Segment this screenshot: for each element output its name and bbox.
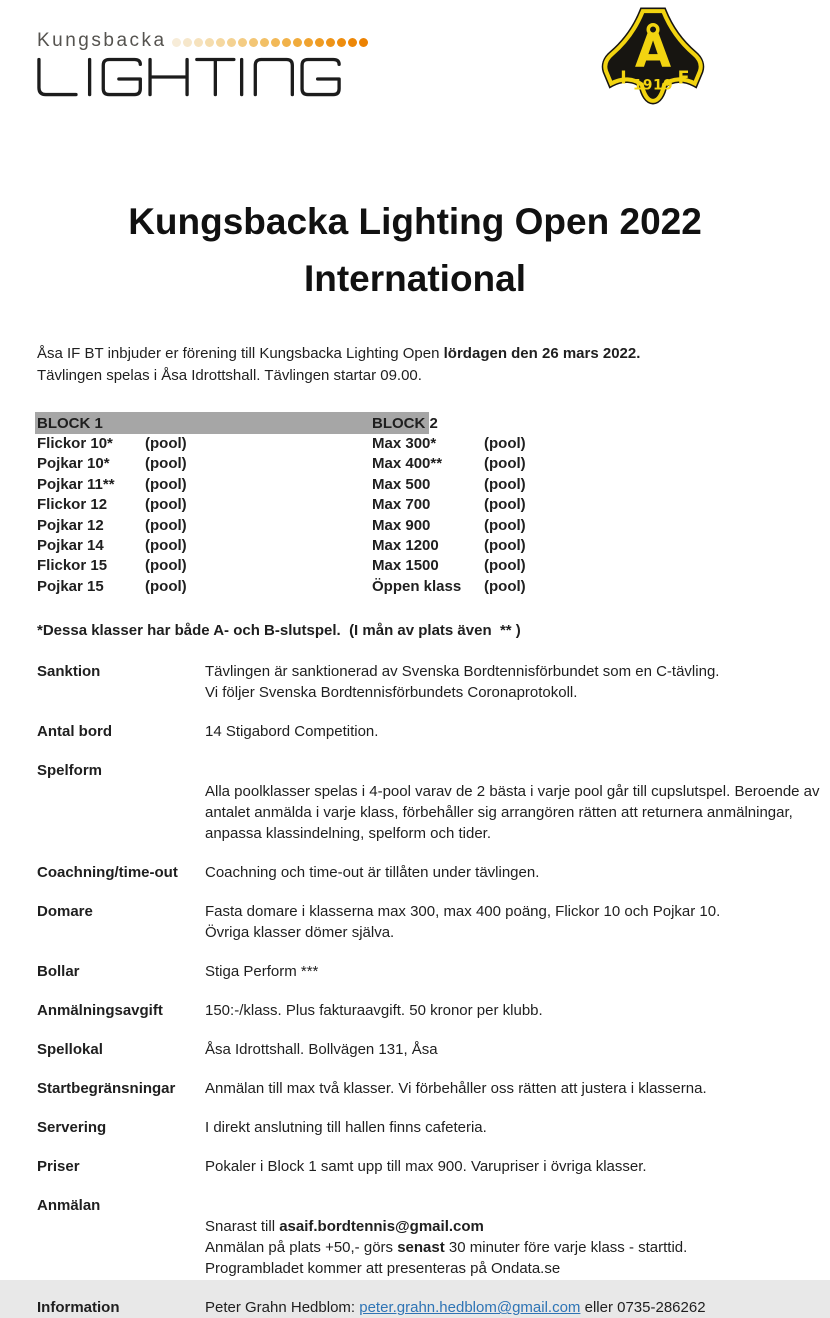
info-section (37, 1195, 830, 1279)
section-value (205, 1195, 830, 1279)
logo-dot (194, 38, 203, 47)
logo-dot (326, 38, 335, 47)
logo-dot (337, 38, 346, 47)
section-value-line (205, 1297, 820, 1318)
section-label: Domare (37, 903, 93, 921)
badge-letter-a: Å (634, 24, 672, 80)
logo-dot (216, 38, 225, 47)
class-name-cell: Pojkar 14 (37, 536, 104, 554)
section-value-line (205, 781, 820, 844)
logo-dot (238, 38, 247, 47)
info-section (37, 661, 830, 703)
section-value (205, 901, 830, 943)
logo-dot (260, 38, 269, 47)
section-value-line (205, 1258, 820, 1279)
class-name-cell: Max 900 (372, 516, 431, 534)
logo-dot (172, 38, 181, 47)
text-segment: eller 0735-286262 (580, 1299, 706, 1317)
section-value-line (205, 1078, 820, 1099)
logo-dot (304, 38, 313, 47)
class-name-cell: Pojkar 10* (37, 455, 110, 473)
section-label: Information (37, 1299, 120, 1317)
class-format-cell: (pool) (145, 435, 187, 452)
intro-line-2: Tävlingen spelas i Åsa Idrottshall. Tävlingen startar 09.00. (37, 367, 422, 384)
text-segment: Fasta domare i klasserna max 300, max 400 poäng, Flickor 10 och Pojkar 10. (205, 903, 721, 921)
block1-header: BLOCK 1 (37, 415, 103, 432)
section-value-line (205, 901, 820, 922)
class-format-cell: (pool) (145, 496, 187, 514)
section-value (205, 1156, 830, 1177)
section-value-line (205, 1195, 820, 1216)
logo-dot (205, 38, 214, 47)
info-section (37, 1000, 830, 1021)
info-section (37, 961, 830, 982)
section-label: Antal bord (37, 723, 112, 741)
logo-dot (227, 38, 236, 47)
info-section (37, 760, 830, 844)
section-label: Sanktion (37, 663, 101, 681)
class-name-cell: Pojkar 15 (37, 577, 104, 595)
text-segment: 150:-/klass. Plus fakturaavgift. 50 kronor per klubb. (205, 1002, 543, 1020)
logo-dot (183, 38, 192, 47)
text-segment: Anmälan på plats +50,- görs (205, 1239, 398, 1257)
section-value-line (205, 862, 820, 883)
logo-dot (282, 38, 291, 47)
section-value (205, 760, 830, 844)
class-name-cell: Max 1500 (372, 557, 439, 575)
text-segment: Coachning och time-out är tillåten under tävlingen. (205, 864, 540, 882)
lighting-wordmark-icon (37, 57, 343, 99)
class-format-cell: (pool) (145, 455, 187, 473)
text-segment: Stiga Perform *** (205, 963, 319, 981)
text-segment: Peter Grahn Hedblom: (205, 1299, 360, 1317)
section-value (205, 961, 830, 982)
page-header (0, 0, 830, 135)
section-value-line (205, 721, 820, 742)
asa-if-club-badge (602, 8, 704, 104)
section-value-line (205, 1216, 820, 1237)
brand-name: Kungsbacka (37, 30, 167, 51)
section-label: Startbegränsningar (37, 1080, 176, 1098)
section-label: Servering (37, 1119, 107, 1137)
class-name-cell: Flickor 10* (37, 435, 113, 452)
class-format-cell: (pool) (484, 577, 526, 595)
text-segment: 30 minuter före varje klass - starttid. (444, 1239, 688, 1257)
section-value (205, 661, 830, 703)
info-section (37, 1156, 830, 1177)
class-name-cell: Max 700 (372, 496, 431, 514)
info-section (37, 901, 830, 943)
intro-text: Åsa IF BT inbjuder er förening till Kungsbacka Lighting Open (37, 345, 444, 362)
section-label: Anmälningsavgift (37, 1002, 163, 1020)
page-title (0, 193, 830, 307)
info-section (37, 1039, 830, 1060)
text-segment: Åsa Idrottshall. Bollvägen 131, Åsa (205, 1041, 438, 1059)
class-format-cell: (pool) (484, 516, 526, 534)
section-value-line (205, 760, 820, 781)
text-segment: Tävlingen är sanktionerad av Svenska Bordtennisförbundet som en C-tävling. (205, 663, 720, 681)
logo-dot (348, 38, 357, 47)
title-line-1: Kungsbacka Lighting Open 2022 (128, 201, 702, 242)
class-format-cell: (pool) (484, 496, 526, 514)
class-table-header (37, 413, 830, 434)
section-value-line (205, 1156, 820, 1177)
logo-dot (315, 38, 324, 47)
class-format-cell: (pool) (484, 536, 526, 554)
class-name-cell: Max 400** (372, 455, 443, 473)
logo-dots (172, 38, 368, 47)
class-name-cell: Flickor 12 (37, 496, 108, 514)
badge-year: 1919 (632, 77, 674, 94)
info-section (37, 862, 830, 883)
class-table-rows (37, 434, 830, 597)
email-link[interactable]: peter.grahn.hedblom@gmail.com (359, 1299, 581, 1317)
section-value-line (205, 1237, 820, 1258)
info-sections (37, 661, 830, 1318)
class-format-cell: (pool) (145, 475, 187, 493)
class-format-cell: (pool) (145, 516, 187, 534)
class-name-cell: Öppen klass (372, 577, 462, 595)
section-value-line (205, 682, 820, 703)
class-format-cell: (pool) (145, 536, 187, 554)
section-value (205, 1117, 830, 1138)
section-label: Spelform (37, 762, 103, 780)
section-value (205, 1078, 830, 1099)
info-section (37, 721, 830, 742)
text-segment: Anmälan till max två klasser. Vi förbehåller oss rätten att justera i klasserna. (205, 1080, 707, 1098)
text-segment: Programbladet kommer att presenteras på Ondata.se (205, 1260, 561, 1278)
section-value-line (205, 961, 820, 982)
class-name-cell: Max 1200 (372, 536, 439, 554)
class-format-cell: (pool) (145, 557, 187, 575)
section-label: Coachning/time-out (37, 864, 178, 882)
badge-letter-f: F (677, 68, 690, 89)
text-segment: Övriga klasser dömer själva. (205, 924, 395, 942)
info-section (37, 1297, 830, 1318)
class-format-cell: (pool) (484, 435, 526, 452)
section-value (205, 721, 830, 742)
section-value (205, 862, 830, 883)
logo-dot (249, 38, 258, 47)
intro-paragraph (37, 343, 810, 387)
text-segment: 14 Stigabord Competition. (205, 723, 379, 741)
text-segment: I direkt anslutning till hallen finns cafeteria. (205, 1119, 487, 1137)
section-value-line (205, 1117, 820, 1138)
section-label: Bollar (37, 963, 80, 981)
info-section (37, 1117, 830, 1138)
title-line-2: International (303, 258, 527, 299)
class-name-cell: Flickor 15 (37, 557, 108, 575)
section-value (205, 1039, 830, 1060)
section-value (205, 1297, 830, 1318)
block2-header: BLOCK 2 (372, 415, 438, 432)
playoff-note: *Dessa klasser har både A- och B-slutspel. (I mån av plats även ** ) (37, 622, 521, 640)
text-segment: senast (397, 1239, 445, 1257)
class-name-cell: Max 500 (372, 475, 431, 493)
section-value (205, 1000, 830, 1021)
section-label: Spellokal (37, 1041, 103, 1059)
section-value-line (205, 661, 820, 682)
intro-date: lördagen den 26 mars 2022. (443, 345, 641, 362)
class-table (37, 413, 830, 597)
text-segment: Pokaler i Block 1 samt upp till max 900. Varupriser i övriga klasser. (205, 1158, 647, 1176)
logo-dot (359, 38, 368, 47)
text-segment: asaif.bordtennis@gmail.com (279, 1218, 484, 1236)
section-label: Priser (37, 1158, 80, 1176)
section-value-line (205, 922, 820, 943)
class-name-cell: Max 300* (372, 435, 437, 452)
class-name-cell: Pojkar 12 (37, 516, 104, 534)
class-format-cell: (pool) (484, 475, 526, 493)
text-segment: Snarast till (205, 1218, 280, 1236)
class-format-cell: (pool) (484, 557, 526, 575)
kungsbacka-lighting-logo (37, 30, 368, 99)
class-name-cell: Pojkar 11** (37, 475, 115, 493)
info-section (37, 1078, 830, 1099)
logo-dot (271, 38, 280, 47)
class-format-cell: (pool) (145, 577, 187, 595)
text-segment: Alla poolklasser spelas i 4-pool varav de 2 bästa i varje pool går till cupslutspel. Beroende av antalet anmälda i varje klass, förbehåller sig arrangören rätten att returnera anmälningar, anpassa klassindelning, spelform och tider. (205, 783, 820, 843)
section-value-line (205, 1000, 820, 1021)
class-format-cell: (pool) (484, 455, 526, 473)
logo-dot (293, 38, 302, 47)
text-segment: Vi följer Svenska Bordtennisförbundets Coronaprotokoll. (205, 684, 578, 702)
section-value-line (205, 1039, 820, 1060)
section-label: Anmälan (37, 1197, 101, 1215)
badge-letter-i: I (620, 68, 627, 89)
